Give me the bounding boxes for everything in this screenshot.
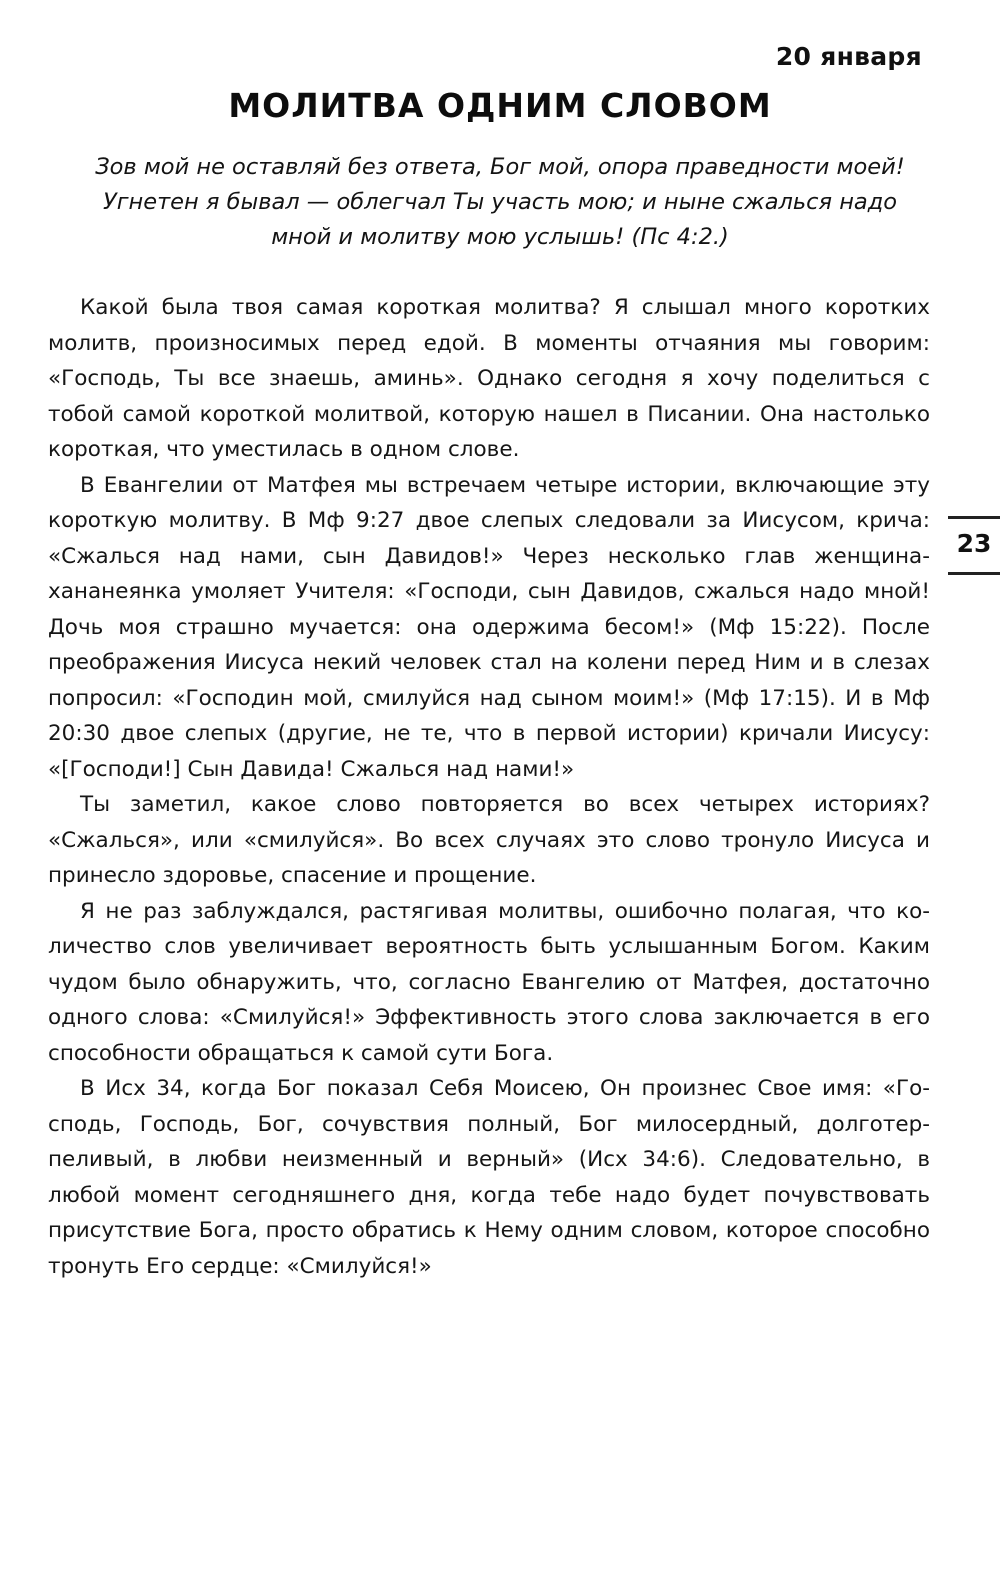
epigraph-line: Зов мой не оставляй без ответа, Бог мой, опора праведности моей!: [95, 154, 905, 180]
paragraph: Ты заметил, какое слово повторяется во всех четырех историях? «Сжалься», или «смилуйся». Во всех случаях это слово тронуло Иисуса и принесло здоровье, спасение и прощение.: [48, 792, 930, 888]
paragraph: Какой была твоя самая короткая молитва? Я слышал много коротких молитв, произносимых перед едой. В моменты отчаяния мы говорим: «Господь, Ты все знаешь, аминь». Однако сегодня я хочу поделиться с тобой самой короткой молитвой, которую нашел в Писании. Она настолько короткая, что уместилась в одном слове.: [48, 295, 930, 462]
page-number-tab: [948, 516, 1000, 578]
page-number-rule-bottom: [948, 572, 1000, 575]
epigraph-line: мной и молитву мою услышь! (Пс 4:2.): [271, 224, 729, 250]
page-number-rule-top: [948, 516, 1000, 519]
page-title: МОЛИТВА ОДНИМ СЛОВОМ: [228, 86, 772, 125]
epigraph-line: Угнетен я бывал — облегчал Ты участь мою; и ныне сжалься надо: [102, 189, 898, 215]
page-number: 23: [956, 529, 992, 558]
paragraph: В Исх 34, когда Бог показал Себя Моисею, Он произнес Свое имя: «Господь, Господь, Бог, сочувствия полный, Бог милосердный, долготерпеливый, в любви неизменный и верный» (Исх 34:6). Следовательно, в любой момент сегодняшнего дня, когда тебе надо будет почувствовать присутствие Бога, просто обратись к Нему одним словом, которое способно тронуть Его сердце: «Смилуйся!»: [48, 1076, 930, 1279]
body-text: [48, 290, 930, 1284]
paragraph: Я не раз заблуждался, растягивая молитвы, ошибочно полагая, что количество слов увеличивает вероятность быть услышанным Богом. Каким чудом было обнаружить, что, согласно Евангелию от Матфея, достаточно одного слова: «Смилуйся!» Эффективность этого слова заключается в его способности обращаться к самой сути Бога.: [48, 898, 930, 1066]
paragraph: В Евангелии от Матфея мы встречаем четыре истории, включающие эту короткую молитву. В Мф 9:27 двое слепых следовали за Иисусом, крича: «Сжалься над нами, сын Давидов!» Через несколько глав женщина-хананеянка умоляет Учителя: «Господи, сын Давидов, сжалься надо мной! Дочь моя страшно мучается: она одержима бесом!» (Мф 15:22). После преображения Иисуса некий человек стал на колени перед Ним и в слезах попросил: «Господин мой, смилуйся над сыном моим!» (Мф 17:15). И в Мф 20:30 двое слепых (другие, не те, что в первой истории) кричали Иисусу: «[Господи!] Сын Давида! Сжалься над нами!»: [48, 472, 930, 782]
page-date: 20 января: [775, 42, 922, 71]
epigraph: [60, 150, 940, 255]
